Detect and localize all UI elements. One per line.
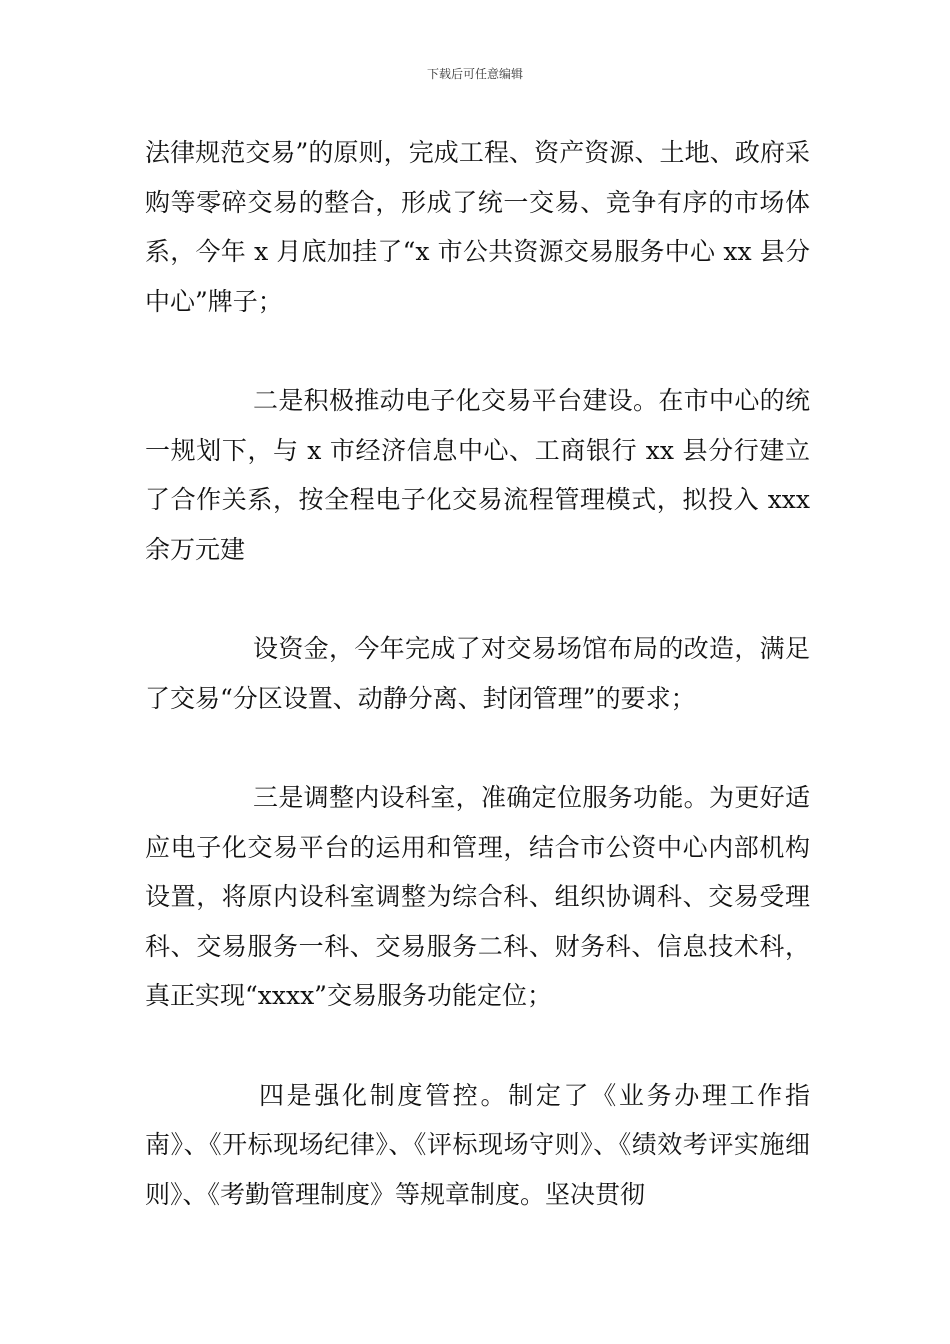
page-header: 下载后可任意编辑: [426, 67, 523, 81]
paragraph-3: 设资金，今年完成了对交易场馆布局的改造，满足了交易“分区设置、动静分离、封闭管理”的要求；: [145, 634, 810, 713]
document-body: [145, 128, 810, 1219]
paragraph-4: 三是调整内设科室，准确定位服务功能。为更好适应电子化交易平台的运用和管理，结合市公资中心内部机构设置，将原内设科室调整为综合科、组织协调科、交易受理科、交易服务一科、交易服务二科、财务科、信息技术科，真正实现“xxxx”交易服务功能定位；: [145, 783, 810, 1010]
paragraph-spacer: [145, 574, 810, 624]
paragraph-5: 四是强化制度管控。制定了《业务办理工作指南》、《开标现场纪律》、《评标现场守则》、《绩效考评实施细则》、《考勤管理制度》等规章制度。坚决贯彻: [145, 1080, 810, 1209]
paragraph-spacer: [145, 326, 810, 376]
paragraph-2: 二是积极推动电子化交易平台建设。在市中心的统一规划下，与 x 市经济信息中心、工商银行 xx 县分行建立了合作关系，按全程电子化交易流程管理模式，拟投入 xxx 余万元建: [145, 386, 810, 564]
paragraph-spacer: [145, 1021, 810, 1071]
paragraph-spacer: [145, 723, 810, 773]
paragraph-1: 法律规范交易”的原则，完成工程、资产资源、土地、政府采购等零碎交易的整合，形成了统一交易、竞争有序的市场体系，今年 x 月底加挂了“x 市公共资源交易服务中心 xx 县分中心”牌子；: [145, 138, 810, 316]
